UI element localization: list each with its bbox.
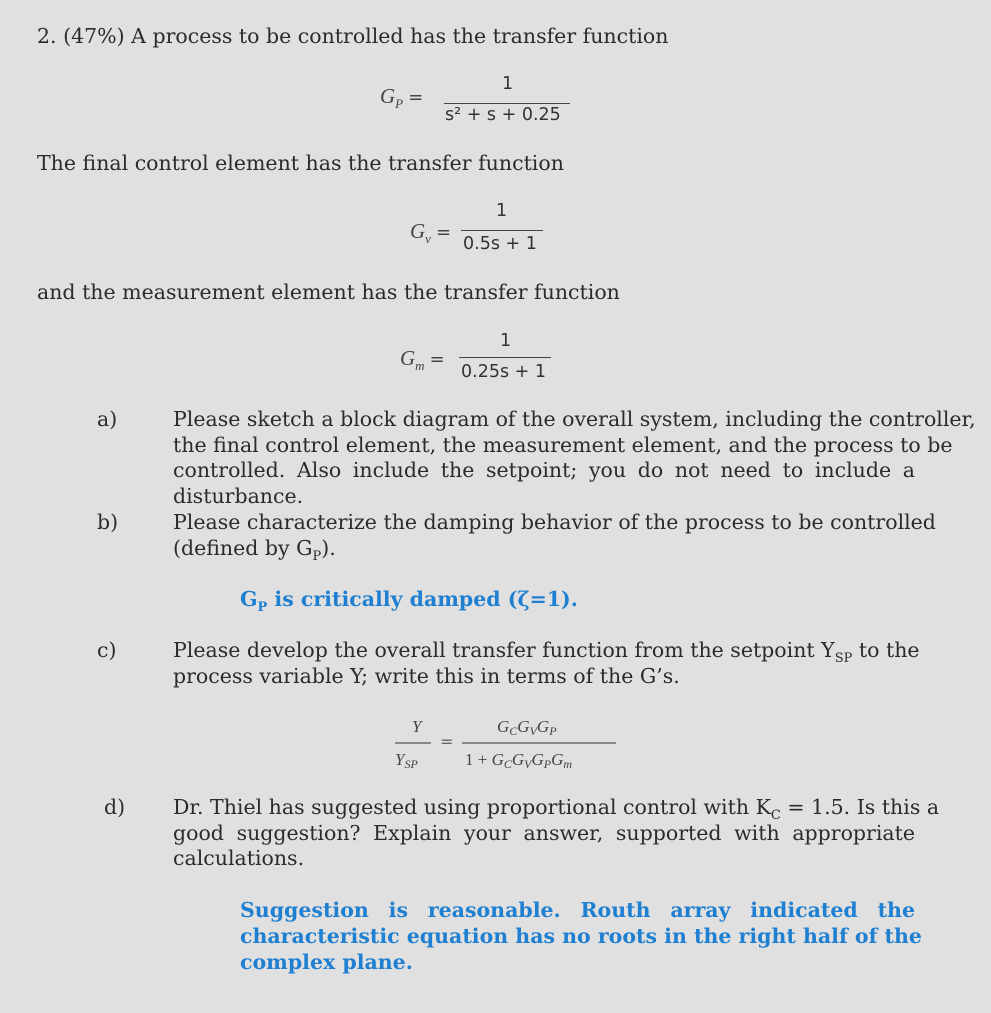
tf-lhs-num: Y bbox=[412, 717, 422, 736]
final-control-text: The final control element has the transfer function bbox=[37, 151, 564, 175]
gm-fraction-bar bbox=[459, 357, 551, 358]
measurement-text: and the measurement element has the transfer function bbox=[37, 280, 620, 304]
tf-rhs-num: GCGVGP bbox=[497, 717, 557, 738]
gv-fraction-bar bbox=[461, 230, 543, 231]
problem-heading: 2. (47%) A process to be controlled has the transfer function bbox=[37, 24, 669, 48]
gv-equation: $G_v$ = bbox=[410, 219, 452, 247]
tf-equals: = bbox=[440, 732, 454, 751]
part-b-answer: $G_P$ is critically damped (ζ=1). bbox=[240, 587, 578, 616]
part-a-text: Please sketch a block diagram of the overall system, including the controller, the final control element, the measurement element, and the process to be controlled. Also include the setpoint; you do not need to include a disturbance. bbox=[173, 407, 976, 508]
gv-denominator: 0.5s + 1 bbox=[463, 234, 537, 254]
tf-lhs-den: YSP bbox=[395, 750, 418, 771]
closed-loop-tf-svg bbox=[395, 712, 625, 774]
part-b-label: b) bbox=[97, 510, 119, 534]
part-c-text: Please develop the overall transfer function from the setpoint $Y_{SP}$ to the process variable Y; write this in terms of the G’s. bbox=[173, 638, 920, 688]
part-d-label: d) bbox=[104, 795, 126, 819]
closed-loop-tf bbox=[395, 712, 625, 778]
gm-numerator: 1 bbox=[500, 331, 512, 351]
part-a-label: a) bbox=[97, 407, 118, 431]
gp-denominator: s² + s + 0.25 bbox=[445, 105, 561, 125]
gm-lhs: $G_m$ bbox=[400, 346, 425, 374]
gv-numerator: 1 bbox=[496, 201, 508, 221]
gm-equation: $G_m$ = bbox=[400, 346, 445, 374]
part-d-text: Dr. Thiel has suggested using proportional control with $K_C = 1.5$. Is this a good suggestion? Explain your answer, supported with appropriate calculations. bbox=[173, 795, 940, 871]
tf-rhs-den: 1 + GCGVGPGm bbox=[465, 750, 573, 771]
gp-equation: $G_P$ = bbox=[380, 84, 424, 112]
part-d-answer: Suggestion is reasonable. Routh array indicated the characteristic equation has no roots in the right half of the complex plane. bbox=[240, 898, 922, 974]
gm-denominator: 0.25s + 1 bbox=[461, 362, 547, 382]
part-b-text: Please characterize the damping behavior of the process to be controlled (defined by $G_P$). bbox=[173, 510, 936, 564]
gp-numerator: 1 bbox=[502, 74, 514, 94]
part-c-label: c) bbox=[97, 638, 117, 662]
gp-lhs: $G_P$ bbox=[380, 84, 404, 112]
gv-lhs: $G_v$ bbox=[410, 219, 431, 247]
